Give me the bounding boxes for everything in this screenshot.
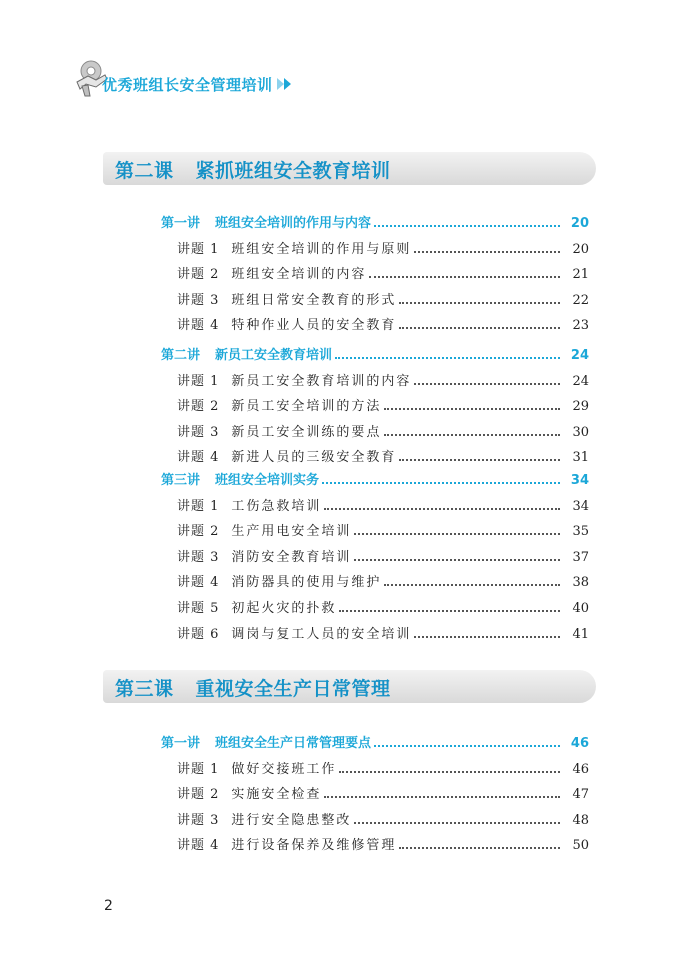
toc-topic-entry[interactable] [0,755,700,777]
dot-leader [374,745,560,747]
lecture-label [161,732,371,751]
topic-number: 讲题 4 [177,318,220,333]
running-header [74,58,334,98]
dot-leader [414,383,560,385]
lecture-number: 第一讲 [161,216,201,231]
topic-number: 讲题 6 [177,627,220,642]
topic-title: 做好交接班工作 [231,762,337,777]
topic-page: 24 [572,374,589,389]
topic-title: 调岗与复工人员的安全培训 [231,627,412,642]
topic-title: 班组安全培训的作用与原则 [231,242,412,257]
topic-number: 讲题 2 [177,267,220,282]
double-chevron-right-icon [277,77,297,91]
lecture-number: 第三讲 [161,473,201,488]
topic-page: 34 [572,499,589,514]
topic-number: 讲题 2 [177,524,220,539]
lecture-label [161,212,371,231]
toc-topic-entry[interactable] [0,492,700,514]
topic-title: 班组日常安全教育的形式 [231,293,397,308]
topic-page: 37 [572,550,589,565]
dot-leader [322,482,560,484]
lecture-label [161,344,332,363]
topic-number: 讲题 4 [177,838,220,853]
toc-topic-entry[interactable] [0,517,700,539]
lecture-page: 20 [570,216,589,231]
topic-title: 新员工安全教育培训的内容 [231,374,412,389]
topic-number: 讲题 4 [177,450,220,465]
topic-title: 工伤急救培训 [231,499,322,514]
topic-page: 20 [572,242,589,257]
topic-page: 29 [572,399,589,414]
lesson-title [115,674,391,701]
toc-lecture-entry[interactable] [0,466,700,488]
topic-number: 讲题 3 [177,813,220,828]
toc-topic-entry[interactable] [0,443,700,465]
dot-leader [399,459,560,461]
dot-leader [374,225,560,227]
topic-title: 特种作业人员的安全教育 [231,318,397,333]
topic-number: 讲题 3 [177,425,220,440]
topic-title: 生产用电安全培训 [231,524,352,539]
topic-number: 讲题 4 [177,575,220,590]
dot-leader [414,636,560,638]
topic-number: 讲题 3 [177,550,220,565]
toc-topic-entry[interactable] [0,806,700,828]
toc-topic-entry[interactable] [0,418,700,440]
topic-page: 22 [572,293,589,308]
lesson-title [115,156,391,183]
dot-leader [414,251,560,253]
topic-number: 讲题 5 [177,601,220,616]
toc-lecture-entry[interactable] [0,341,700,363]
topic-title: 消防安全教育培训 [231,550,352,565]
lecture-title: 班组安全培训的作用与内容 [215,216,372,231]
topic-page: 50 [572,838,589,853]
lecture-page: 24 [570,348,589,363]
lecture-label [161,469,319,488]
topic-page: 48 [572,813,589,828]
topic-title: 实施安全检查 [231,787,322,802]
toc-topic-entry[interactable] [0,780,700,802]
dot-leader [339,771,560,773]
toc-topic-entry[interactable] [0,392,700,414]
toc-lecture-entry[interactable] [0,209,700,231]
topic-title: 初起火灾的扑救 [231,601,337,616]
dot-leader [335,357,560,359]
topic-number: 讲题 1 [177,242,220,257]
topic-page: 35 [572,524,589,539]
topic-title: 班组安全培训的内容 [231,267,367,282]
topic-number: 讲题 1 [177,499,220,514]
dot-leader [399,327,560,329]
topic-number: 讲题 1 [177,762,220,777]
dot-leader [354,559,560,561]
topic-title: 新员工安全训练的要点 [231,425,382,440]
lesson-name: 重视安全生产日常管理 [195,678,391,700]
dot-leader [324,796,560,798]
lesson-heading [103,152,596,185]
dot-leader [399,302,560,304]
topic-number: 讲题 3 [177,293,220,308]
toc-topic-entry[interactable] [0,568,700,590]
topic-title: 进行设备保养及维修管理 [231,838,397,853]
toc-topic-entry[interactable] [0,543,700,565]
dot-leader [384,434,560,436]
toc-topic-entry[interactable] [0,367,700,389]
lecture-page: 34 [570,473,589,488]
toc-topic-entry[interactable] [0,311,700,333]
lecture-title: 班组安全生产日常管理要点 [215,736,372,751]
topic-page: 40 [572,601,589,616]
toc-topic-entry[interactable] [0,260,700,282]
lesson-heading [103,670,596,703]
topic-page: 46 [572,762,589,777]
lesson-number: 第二课 [115,160,174,182]
header-title: 优秀班组长安全管理培训 [102,76,273,94]
lecture-number: 第一讲 [161,736,201,751]
lesson-number: 第三课 [115,678,174,700]
dot-leader [399,847,560,849]
topic-number: 讲题 2 [177,787,220,802]
dot-leader [384,408,560,410]
topic-page: 23 [572,318,589,333]
topic-page: 31 [572,450,589,465]
topic-title: 新进人员的三级安全教育 [231,450,397,465]
page-number: 2 [104,898,113,914]
topic-title: 消防器具的使用与维护 [231,575,382,590]
topic-title: 新员工安全培训的方法 [231,399,382,414]
topic-number: 讲题 1 [177,374,220,389]
toc-topic-entry[interactable] [0,620,700,642]
topic-page: 21 [572,267,589,282]
lesson-name: 紧抓班组安全教育培训 [195,160,391,182]
topic-number: 讲题 2 [177,399,220,414]
topic-page: 47 [572,787,589,802]
dot-leader [324,508,560,510]
toc-topic-entry[interactable] [0,235,700,257]
dot-leader [339,610,560,612]
lecture-title: 班组安全培训实务 [215,473,320,488]
dot-leader [354,533,560,535]
topic-page: 38 [572,575,589,590]
toc-lecture-entry[interactable] [0,729,700,751]
toc-topic-entry[interactable] [0,286,700,308]
dot-leader [354,822,560,824]
lecture-number: 第二讲 [161,348,201,363]
topic-page: 41 [572,627,589,642]
lecture-title: 新员工安全教育培训 [215,348,333,363]
dot-leader [369,276,560,278]
topic-title: 进行安全隐患整改 [231,813,352,828]
topic-page: 30 [572,425,589,440]
dot-leader [384,584,560,586]
toc-topic-entry[interactable] [0,831,700,853]
toc-topic-entry[interactable] [0,594,700,616]
lecture-page: 46 [570,736,589,751]
